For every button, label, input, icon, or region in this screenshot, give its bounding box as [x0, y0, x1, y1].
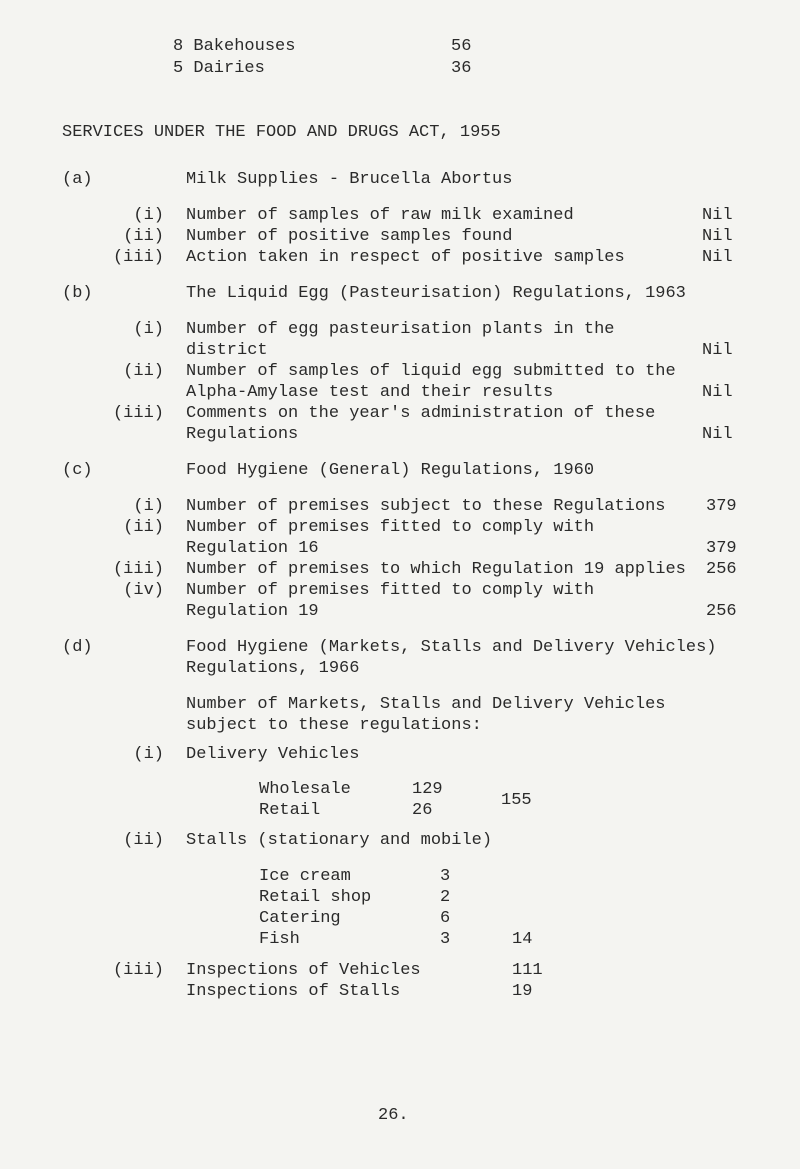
item-marker: (i) — [133, 745, 164, 764]
stalls-row-value: 3 — [440, 930, 451, 949]
section-d-title: Food Hygiene (Markets, Stalls and Delivery Vehicles) — [186, 638, 717, 657]
item-value: 256 — [706, 602, 737, 621]
stalls-row-value: 6 — [440, 909, 451, 928]
item-text: Number of samples of liquid egg submitted to the — [186, 362, 676, 381]
dairies-value: 36 — [451, 59, 472, 78]
bakehouses-label: 8 Bakehouses — [173, 37, 296, 56]
delivery-row-value: 26 — [412, 801, 433, 820]
item-text: Regulation 16 — [186, 539, 319, 558]
section-c-title: Food Hygiene (General) Regulations, 1960 — [186, 461, 595, 480]
item-value: 256 — [706, 560, 737, 579]
delivery-row-label: Retail — [259, 801, 321, 820]
section-d-title: Regulations, 1966 — [186, 659, 360, 678]
item-marker: (i) — [133, 320, 164, 339]
stalls-title: Stalls (stationary and mobile) — [186, 831, 493, 850]
delivery-row-label: Wholesale — [259, 780, 351, 799]
section-b-title: The Liquid Egg (Pasteurisation) Regulations, 1963 — [186, 284, 686, 303]
section-d-intro: subject to these regulations: — [186, 716, 482, 735]
section-d-marker: (d) — [62, 638, 93, 657]
item-marker: (iv) — [123, 581, 164, 600]
stalls-row-label: Retail shop — [259, 888, 372, 907]
section-b-marker: (b) — [62, 284, 93, 303]
stalls-row-label: Fish — [259, 930, 300, 949]
delivery-total: 155 — [501, 791, 532, 810]
inspections-row-value: 111 — [512, 961, 543, 980]
item-text: Comments on the year's administration of these — [186, 404, 656, 423]
item-text: Alpha-Amylase test and their results — [186, 383, 554, 402]
delivery-row-value: 129 — [412, 780, 443, 799]
dairies-label: 5 Dairies — [173, 59, 265, 78]
item-text: Regulations — [186, 425, 299, 444]
stalls-total: 14 — [512, 930, 533, 949]
item-marker: (ii) — [123, 227, 164, 246]
item-text: district — [186, 341, 268, 360]
section-c-marker: (c) — [62, 461, 93, 480]
item-text: Number of premises to which Regulation 19 applies — [186, 560, 686, 579]
page-number: 26. — [378, 1106, 409, 1125]
item-text: Regulation 19 — [186, 602, 319, 621]
stalls-row-value: 2 — [440, 888, 451, 907]
page-heading: SERVICES UNDER THE FOOD AND DRUGS ACT, 1955 — [62, 123, 501, 142]
item-value: Nil — [702, 425, 733, 444]
stalls-row-label: Ice cream — [259, 867, 351, 886]
item-value: 379 — [706, 497, 737, 516]
stalls-row-value: 3 — [440, 867, 451, 886]
item-marker: (iii) — [112, 248, 164, 267]
item-value: Nil — [702, 227, 733, 246]
inspections-row-value: 19 — [512, 982, 533, 1001]
item-text: Number of egg pasteurisation plants in the — [186, 320, 615, 339]
section-a-title: Milk Supplies - Brucella Abortus — [186, 170, 513, 189]
item-value: Nil — [702, 341, 733, 360]
delivery-vehicles-title: Delivery Vehicles — [186, 745, 360, 764]
item-value: Nil — [702, 206, 733, 225]
item-marker: (i) — [133, 206, 164, 225]
item-marker: (iii) — [112, 961, 164, 980]
item-text: Number of samples of raw milk examined — [186, 206, 574, 225]
item-marker: (i) — [133, 497, 164, 516]
item-value: Nil — [702, 383, 733, 402]
item-marker: (iii) — [112, 404, 164, 423]
item-value: Nil — [702, 248, 733, 267]
item-text: Number of premises fitted to comply with — [186, 518, 595, 537]
item-text: Number of positive samples found — [186, 227, 513, 246]
stalls-row-label: Catering — [259, 909, 341, 928]
section-d-intro: Number of Markets, Stalls and Delivery Vehicles — [186, 695, 666, 714]
item-text: Number of premises subject to these Regulations — [186, 497, 666, 516]
inspections-row-label: Inspections of Vehicles — [186, 961, 421, 980]
item-marker: (iii) — [112, 560, 164, 579]
item-marker: (ii) — [123, 362, 164, 381]
bakehouses-value: 56 — [451, 37, 472, 56]
section-a-marker: (a) — [62, 170, 93, 189]
inspections-row-label: Inspections of Stalls — [186, 982, 401, 1001]
item-text: Action taken in respect of positive samples — [186, 248, 625, 267]
item-text: Number of premises fitted to comply with — [186, 581, 595, 600]
item-marker: (ii) — [123, 831, 164, 850]
item-value: 379 — [706, 539, 737, 558]
item-marker: (ii) — [123, 518, 164, 537]
